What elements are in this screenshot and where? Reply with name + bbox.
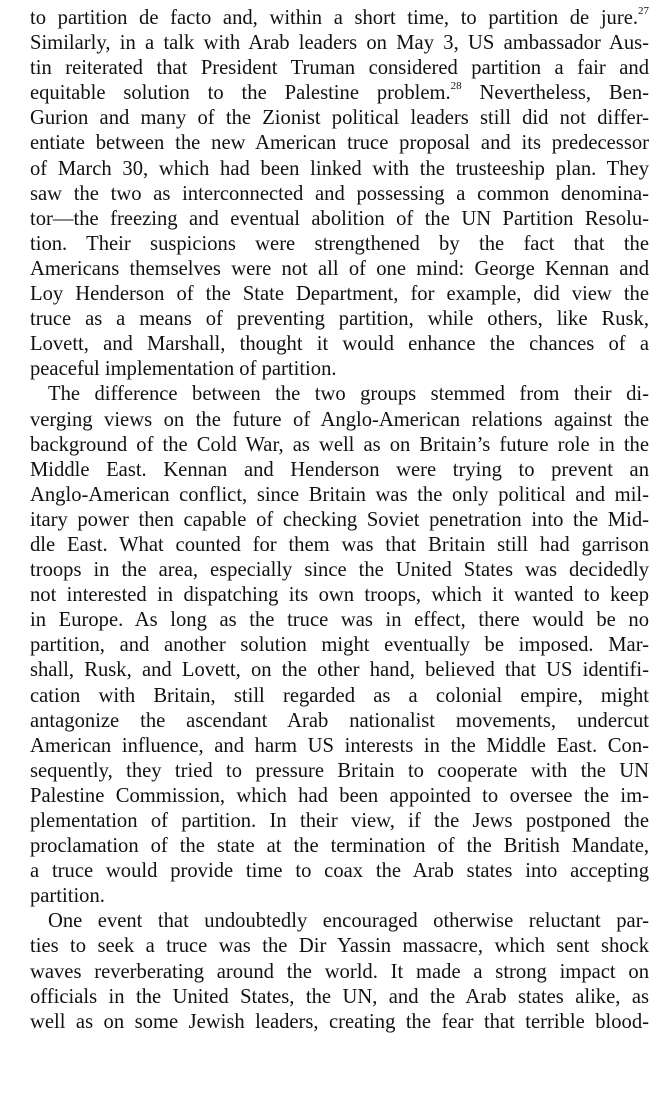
text-line: Lovett, and Marshall, thought it would enhance the chances of a: [30, 333, 649, 356]
footnote-ref-28: 28: [450, 81, 462, 93]
text-line: The difference between the two groups stemmed from their di-: [48, 383, 649, 406]
text-line: partition, and another solution might eventually be imposed. Mar-: [30, 634, 649, 657]
text-line: saw the two as interconnected and possessing a common denomina-: [30, 182, 649, 205]
text-line: American influence, and harm US interests in the Middle East. Con-: [30, 734, 649, 757]
text-line-content: to partition de facto and, within a short time, to partition de jure.: [30, 7, 638, 29]
text-line: verging views on the future of Anglo-American relations against the: [30, 408, 649, 431]
book-page-text: [30, 6, 649, 1035]
text-line: shall, Rusk, and Lovett, on the other hand, believed that US identifi-: [30, 659, 649, 682]
footnote-ref-27: 27: [638, 6, 649, 18]
text-line: [30, 81, 649, 106]
text-line: background of the Cold War, as well as on Britain’s future role in the: [30, 433, 649, 456]
text-line: Americans themselves were not all of one mind: George Kennan and: [30, 257, 649, 280]
text-line: itary power then capable of checking Soviet penetration into the Mid-: [30, 508, 649, 531]
text-line: dle East. What counted for them was that Britain still had garrison: [30, 533, 649, 556]
text-line: Middle East. Kennan and Henderson were trying to prevent an: [30, 458, 649, 481]
text-line: Palestine Commission, which had been appointed to oversee the im-: [30, 784, 649, 807]
text-line: entiate between the new American truce proposal and its predecessor: [30, 132, 649, 155]
paragraph-1: [30, 6, 649, 382]
text-line: officials in the United States, the UN, and the Arab states alike, as: [30, 985, 649, 1008]
text-line: of March 30, which had been linked with the trusteeship plan. They: [30, 157, 649, 180]
text-line-content: equitable solution to the Palestine problem.: [30, 82, 451, 105]
paragraph-2: [30, 382, 649, 909]
text-line: Gurion and many of the Zionist political leaders still did not differ-: [30, 107, 649, 130]
text-line: troops in the area, especially since the United States was decidedly: [30, 559, 649, 582]
text-line-content: Nevertheless, Ben-: [461, 82, 649, 105]
text-line: truce as a means of preventing partition, while others, like Rusk,: [30, 308, 649, 331]
text-line: proclamation of the state at the termination of the British Mandate,: [30, 835, 649, 858]
text-line: cation with Britain, still regarded as a colonial empire, might: [30, 684, 649, 707]
text-line: not interested in dispatching its own troops, which it wanted to keep: [30, 584, 649, 607]
text-line: partition.: [30, 885, 105, 908]
text-line: Similarly, in a talk with Arab leaders on May 3, US ambassador Aus-: [30, 32, 649, 55]
text-line: [30, 6, 649, 31]
text-line: in Europe. As long as the truce was in effect, there would be no: [30, 609, 649, 632]
text-line: well as on some Jewish leaders, creating the fear that terrible blood-: [30, 1010, 649, 1033]
text-line: ties to seek a truce was the Dir Yassin massacre, which sent shock: [30, 935, 649, 958]
text-line: sequently, they tried to pressure Britain to cooperate with the UN: [30, 759, 649, 782]
paragraph-3: [30, 909, 649, 1034]
text-line: peaceful implementation of partition.: [30, 358, 337, 381]
text-line: tin reiterated that President Truman considered partition a fair and: [30, 57, 649, 80]
text-line: tion. Their suspicions were strengthened by the fact that the: [30, 232, 649, 255]
text-line: Anglo-American conflict, since Britain was the only political and mil-: [30, 483, 649, 506]
text-line: a truce would provide time to coax the Arab states into accepting: [30, 860, 649, 883]
text-line: antagonize the ascendant Arab nationalist movements, undercut: [30, 709, 649, 732]
text-line: One event that undoubtedly encouraged otherwise reluctant par-: [48, 910, 649, 933]
text-line: waves reverberating around the world. It made a strong impact on: [30, 960, 649, 983]
text-line: Loy Henderson of the State Department, for example, did view the: [30, 283, 649, 306]
text-line: plementation of partition. In their view, if the Jews postponed the: [30, 810, 649, 832]
text-line: tor—the freezing and eventual abolition of the UN Partition Resolu-: [30, 207, 649, 230]
